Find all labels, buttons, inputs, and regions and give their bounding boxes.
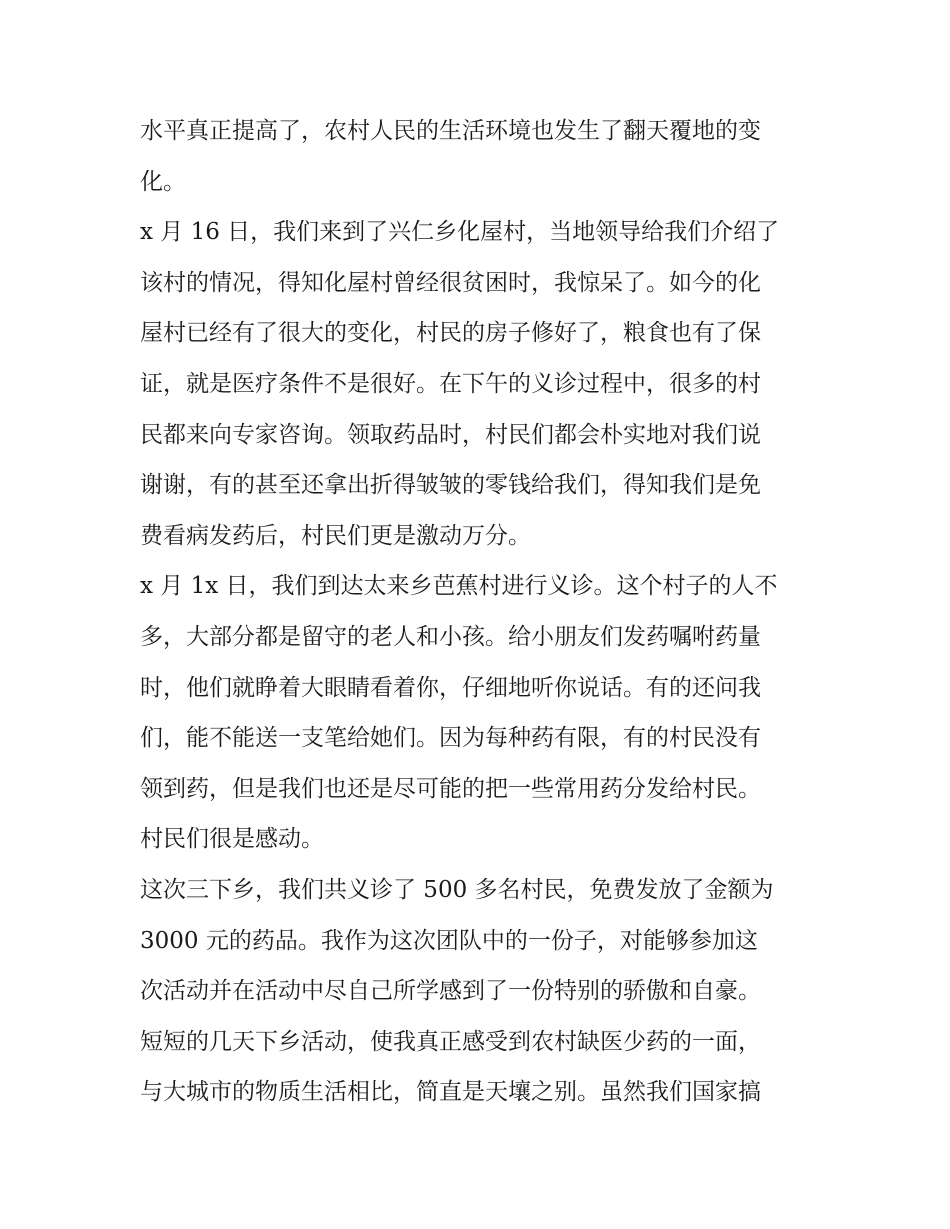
text-line: x 月 16 日，我们来到了兴仁乡化屋村，当地领导给我们介绍了 [140,219,780,246]
text-line: 短短的几天下乡活动，使我真正感受到农村缺医少药的一面， [140,1028,761,1055]
body-text [140,106,820,1118]
text-line: 化。 [140,168,186,195]
text-line: 3000 元的药品。我作为这次团队中的一份子，对能够参加这 [140,927,758,954]
text-line: 水平真正提高了，农村人民的生活环境也发生了翻天覆地的变 [140,118,761,144]
text-line: 民都来向专家咨询。领取药品时，村民们都会朴实地对我们说 [140,421,761,448]
text-line: 次活动并在活动中尽自己所学感到了一份特别的骄傲和自豪。 [140,978,761,1005]
text-line: 这次三下乡，我们共义诊了 500 多名村民，免费发放了金额为 [140,876,774,903]
text-line: 村民们很是感动。 [140,826,324,853]
text-line: 们，能不能送一支笔给她们。因为每种药有限，有的村民没有 [140,725,761,752]
text-line: 谢谢，有的甚至还拿出折得皱皱的零钱给我们，得知我们是免 [140,472,761,499]
text-line: x 月 1x 日，我们到达太来乡芭蕉村进行义诊。这个村子的人不 [140,573,778,600]
text-line: 与大城市的物质生活相比，简直是天壤之别。虽然我们国家搞 [140,1079,761,1106]
text-line: 费看病发药后，村民们更是激动万分。 [140,522,531,549]
text-line: 领到药，但是我们也还是尽可能的把一些常用药分发给村民。 [140,775,761,802]
text-line: 时，他们就睁着大眼睛看着你，仔细地听你说话。有的还问我 [140,674,761,701]
text-line: 多，大部分都是留守的老人和小孩。给小朋友们发药嘱咐药量 [140,623,761,650]
text-line: 屋村已经有了很大的变化，村民的房子修好了，粮食也有了保 [140,320,761,347]
text-line: 证，就是医疗条件不是很好。在下午的义诊过程中，很多的村 [140,370,761,397]
text-line: 该村的情况，得知化屋村曾经很贫困时，我惊呆了。如今的化 [140,269,761,296]
